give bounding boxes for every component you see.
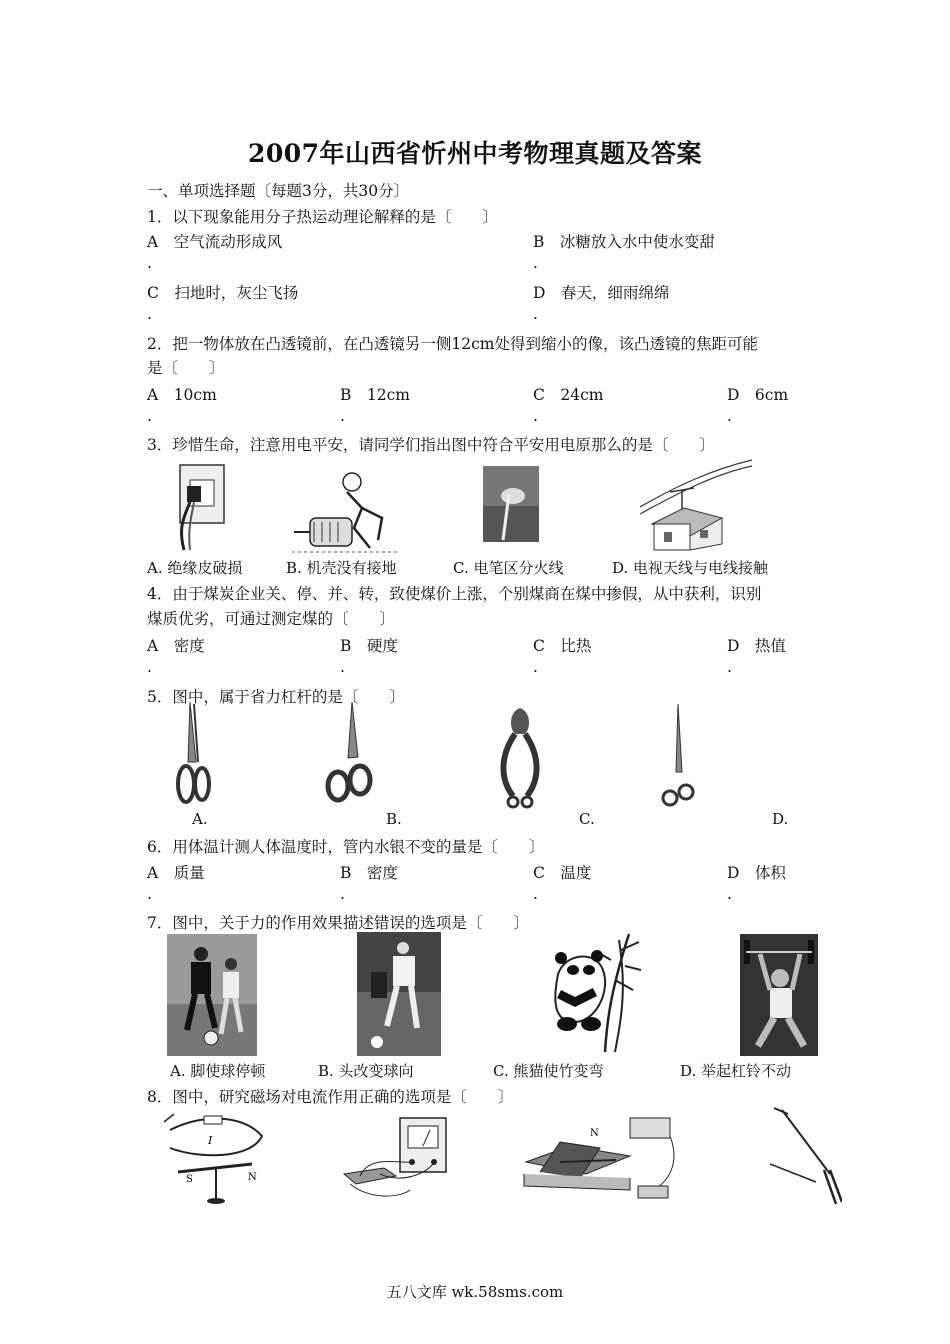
q5-caption-c: C. xyxy=(579,810,595,828)
q2-option-a: A 10cm xyxy=(147,386,217,404)
q8-figure-a-compass-wire-image xyxy=(162,1108,272,1206)
q6-option-b: B 密度 xyxy=(340,864,398,882)
q2-dot-d: . xyxy=(727,407,732,425)
q8-label-s: S xyxy=(186,1174,193,1185)
q8-figure-b-galvanometer-image xyxy=(340,1114,460,1204)
footer-watermark: 五八文库 wk.58sms.com xyxy=(386,1283,564,1301)
q6-option-c: C 温度 xyxy=(533,864,592,882)
q5-figure-c-pincers-image xyxy=(495,706,545,810)
q2-dot-a: . xyxy=(147,407,152,425)
question-5-stem: 5．图中，属于省力杠杆的是〔 〕 xyxy=(147,688,405,706)
q3-figure-b-machine-image xyxy=(292,468,402,556)
q7-caption-d: D. 举起杠铃不动 xyxy=(680,1062,792,1080)
q4-dot-d: . xyxy=(727,658,732,676)
question-7-stem: 7．图中，关于力的作用效果描述错误的选项是〔 〕 xyxy=(147,914,529,932)
question-3-stem: 3．珍惜生命，注意用电平安，请同学们指出图中符合平安用电原那么的是〔 〕 xyxy=(147,436,715,454)
q1-option-b: B 冰糖放入水中使水变甜 xyxy=(533,233,715,251)
question-2-stem-line1: 2．把一物体放在凸透镜前，在凸透镜另一侧12cm处得到缩小的像，该凸透镜的焦距可能 xyxy=(147,335,758,353)
q6-option-d: D 体积 xyxy=(727,864,786,882)
q5-figure-d-shears-image xyxy=(656,704,696,810)
q8-label-n: N xyxy=(248,1172,257,1183)
q3-figure-a-plug-image xyxy=(170,462,232,552)
q4-dot-c: . xyxy=(533,658,538,676)
q4-option-a: A 密度 xyxy=(147,637,205,655)
q6-option-a: A 质量 xyxy=(147,864,205,882)
q6-dot-b: . xyxy=(340,885,345,903)
q2-option-b: B 12cm xyxy=(340,386,410,404)
q4-option-c: C 比热 xyxy=(533,637,592,655)
q8-figure-d-clips-image xyxy=(770,1104,842,1206)
q6-dot-d: . xyxy=(727,885,732,903)
q3-caption-d: D. 电视天线与电线接触 xyxy=(612,559,769,577)
q7-caption-b: B. 头改变球向 xyxy=(318,1062,414,1080)
question-4-stem-line2: 煤质优劣，可通过测定煤的〔 〕 xyxy=(147,610,396,628)
q7-figure-a-soccer-photo xyxy=(167,934,257,1056)
question-6-stem: 6．用体温计测人体温度时，管内水银不变的量是〔 〕 xyxy=(147,838,545,856)
q4-option-d: D 热值 xyxy=(727,637,786,655)
q2-option-d: D 6cm xyxy=(727,386,789,404)
q6-dot-a: . xyxy=(147,885,152,903)
q3-figure-c-test-pen-image xyxy=(483,466,539,542)
q8-label-current: I xyxy=(208,1134,213,1147)
q6-dot-c: . xyxy=(533,885,538,903)
q4-dot-b: . xyxy=(340,658,345,676)
q5-figure-b-scissors-image xyxy=(322,702,374,806)
section-heading: 一、单项选择题〔每题3分，共30分〕 xyxy=(147,182,410,200)
q4-dot-a: . xyxy=(147,658,152,676)
q2-dot-c: . xyxy=(533,407,538,425)
q1-option-a: A 空气流动形成风 xyxy=(147,233,283,251)
q7-caption-c: C. 熊猫使竹变弯 xyxy=(493,1062,604,1080)
q3-caption-c: C. 电笔区分火线 xyxy=(453,559,564,577)
q7-figure-b-header-photo xyxy=(357,932,441,1056)
q1-dot-a: . xyxy=(147,254,152,272)
page-title: 2007年山西省忻州中考物理真题及答案 xyxy=(247,139,703,168)
q1-dot-d: . xyxy=(533,305,538,323)
q1-dot-b: . xyxy=(533,254,538,272)
q3-caption-a: A. 绝缘皮破损 xyxy=(147,559,243,577)
question-4-stem-line1: 4．由于煤炭企业关、停、并、转，致使煤价上涨，个别煤商在煤中掺假，从中获利，识别 xyxy=(147,585,762,603)
q7-figure-d-weightlifter-photo xyxy=(740,934,818,1056)
q5-caption-a: A. xyxy=(192,810,208,828)
q5-caption-d: D. xyxy=(772,810,789,828)
q4-option-b: B 硬度 xyxy=(340,637,398,655)
question-1-stem: 1．以下现象能用分子热运动理论解释的是〔 〕 xyxy=(147,208,498,226)
q8-figure-c-magnet-circuit-image xyxy=(520,1112,690,1210)
q1-dot-c: . xyxy=(147,305,152,323)
q8-label-n2: N xyxy=(590,1128,599,1139)
q5-figure-a-scissors-image xyxy=(172,702,214,806)
q3-caption-b: B. 机壳没有接地 xyxy=(286,559,397,577)
q7-figure-c-panda-bamboo-image xyxy=(545,930,641,1054)
q5-caption-b: B. xyxy=(386,810,402,828)
q2-dot-b: . xyxy=(340,407,345,425)
q1-option-c: C 扫地时，灰尘飞扬 xyxy=(147,284,299,302)
question-8-stem: 8．图中，研究磁场对电流作用正确的选项是〔 〕 xyxy=(147,1088,514,1106)
q2-option-c: C 24cm xyxy=(533,386,604,404)
q3-figure-d-house-antenna-image xyxy=(640,452,752,554)
q7-caption-a: A. 脚使球停顿 xyxy=(170,1062,266,1080)
q1-option-d: D 春天，细雨绵绵 xyxy=(533,284,670,302)
question-2-stem-line2: 是〔 〕 xyxy=(147,359,225,377)
